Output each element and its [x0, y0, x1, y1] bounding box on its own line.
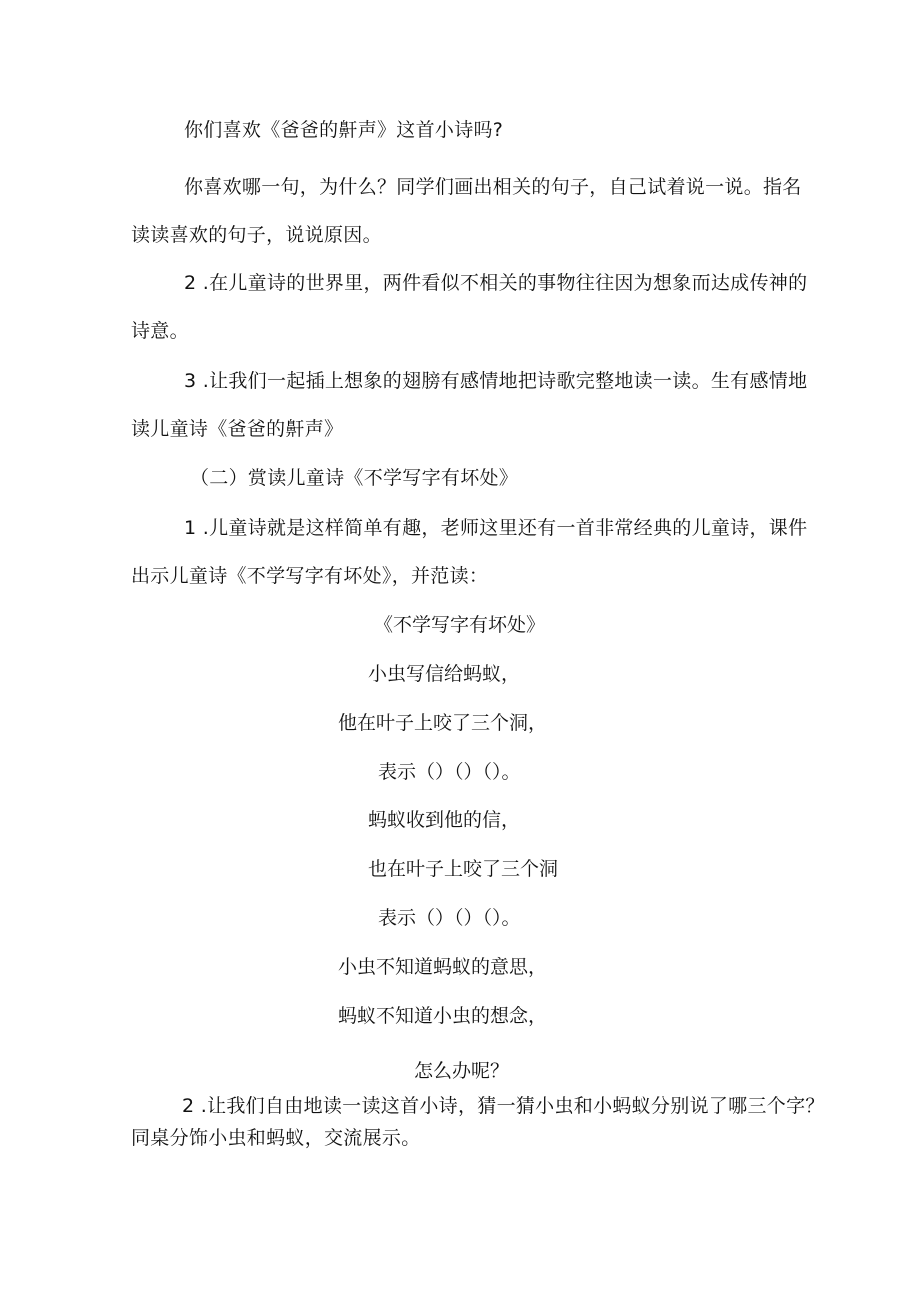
paragraph-item2-line-2: 诗意。	[131, 320, 189, 342]
section-heading: （二）赏读儿童诗《不学写字有坏处》	[190, 467, 519, 489]
poem-line: 蚂蚁不知道小虫的想念，	[338, 1005, 548, 1027]
paragraph-section2-item1-line-2: 出示儿童诗《不学写字有坏处》，并范读：	[131, 565, 489, 587]
paragraph-item3-line-1: 3 .让我们一起插上想象的翅膀有感情地把诗歌完整地读一读。生有感情地	[184, 370, 808, 392]
paragraph-question-like-poem: 你们喜欢《爸爸的鼾声》这首小诗吗?	[184, 119, 504, 141]
poem-line: 他在叶子上咬了三个洞，	[338, 712, 548, 734]
poem-line: 小虫不知道蚂蚁的意思，	[338, 956, 548, 978]
poem-line: 也在叶子上咬了三个洞	[368, 858, 559, 880]
poem-title: 《不学写字有坏处》	[374, 614, 546, 636]
paragraph-which-line-2: 读读喜欢的句子，说说原因。	[131, 224, 382, 246]
paragraph-section2-item2-line-1: 2 .让我们自由地读一读这首小诗，猜一猜小虫和小蚂蚁分别说了哪三个字？	[182, 1095, 825, 1117]
paragraph-section2-item2-line-2: 同桌分饰小虫和蚂蚁，交流展示。	[131, 1127, 421, 1149]
paragraph-section2-item1-line-1: 1 .儿童诗就是这样简单有趣，老师这里还有一首非常经典的儿童诗，课件	[184, 517, 808, 539]
poem-line: 蚂蚁收到他的信，	[368, 809, 521, 831]
paragraph-item2-line-1: 2 .在儿童诗的世界里，两件看似不相关的事物往往因为想象而达成传神的	[184, 272, 808, 294]
paragraph-which-line-1: 你喜欢哪一句，为什么？同学们画出相关的句子，自己试着说一说。指名	[184, 176, 802, 198]
poem-line: 怎么办呢？	[414, 1060, 510, 1082]
poem-line: 小虫写信给蚂蚁，	[368, 663, 521, 685]
poem-line: 表示（）（）（）。	[378, 907, 521, 929]
poem-line: 表示（）（）（）。	[378, 761, 521, 783]
paragraph-item3-line-2: 读儿童诗《爸爸的鼾声》	[131, 418, 344, 440]
